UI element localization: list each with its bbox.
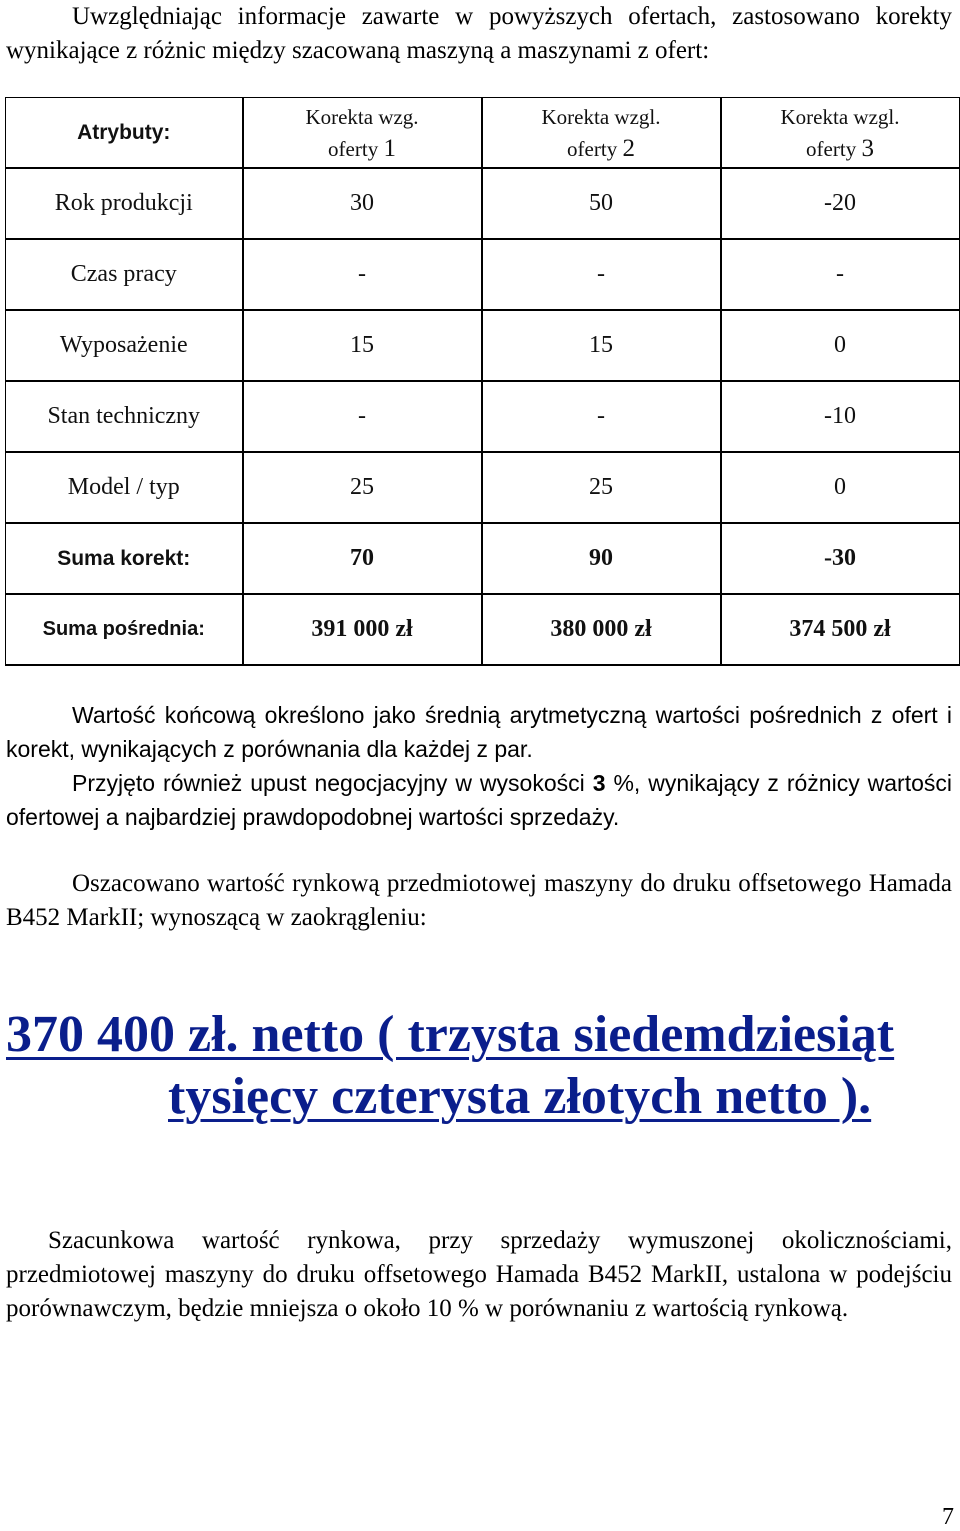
header-oferta-2-number: 2	[622, 134, 635, 162]
intro-text: Uwzględniając informacje zawarte w powyższych ofertach, zastosowano korekty wynikające z różnic między szacowaną maszyną a maszynami z ofert:	[6, 3, 952, 64]
row-label: Stan techniczny	[6, 381, 243, 452]
cell-oferta-3: -20	[721, 168, 960, 239]
cell-oferta-1: -	[243, 239, 482, 310]
cell-oferta-2: 15	[482, 310, 721, 381]
cell-oferta-2: -	[482, 239, 721, 310]
cell-oferta-3: -10	[721, 381, 960, 452]
table-header-row	[6, 98, 960, 169]
final-value-text: Wartość końcową określono jako średnią arytmetyczną wartości pośrednich z ofert i korekt, wynikających z porównania dla każdej z par.	[6, 702, 952, 762]
header-oferta-3	[721, 98, 960, 169]
row-label: Suma korekt:	[6, 523, 243, 594]
amount-line-1: 370 400 zł. netto ( trzysta siedemdziesiąt	[6, 1006, 895, 1063]
cell-oferta-1: -	[243, 381, 482, 452]
cell-oferta-2: 50	[482, 168, 721, 239]
table-row-suma-posrednia	[6, 594, 960, 665]
amount-line-2: tysięcy czterysta złotych netto ).	[168, 1068, 872, 1125]
cell-oferta-3: 0	[721, 310, 960, 381]
row-label: Wyposażenie	[6, 310, 243, 381]
header-oferta-1-line1: Korekta wzg.	[305, 104, 419, 129]
cell-oferta-2: 380 000 zł	[482, 594, 721, 665]
cell-oferta-1: 391 000 zł	[243, 594, 482, 665]
header-oferta-3-line1: Korekta wzgl.	[780, 104, 900, 129]
discount-paragraph	[6, 766, 952, 834]
cell-oferta-3: -30	[721, 523, 960, 594]
corrections-table	[5, 97, 960, 666]
header-oferta-3-line2: oferty	[806, 136, 857, 161]
header-oferta-3-number: 3	[861, 134, 874, 162]
table-row	[6, 381, 960, 452]
discount-text-before: Przyjęto również upust negocjacyjny w wysokości	[72, 770, 593, 796]
header-oferta-2-line1: Korekta wzgl.	[541, 104, 661, 129]
row-label: Suma pośrednia:	[6, 594, 243, 665]
forced-sale-text: Szacunkowa wartość rynkowa, przy sprzedaży wymuszonej okolicznościami, przedmiotowej maszyny do druku offsetowego Hamada B452 MarkII, ustalona w podejściu porównawczym, będzie mniejsza o około 10 % w porównaniu z wartością rynkową.	[6, 1227, 952, 1322]
final-value-paragraph	[6, 698, 952, 766]
cell-oferta-3: -	[721, 239, 960, 310]
discount-text-after: %, wynikający z różnicy wartości ofertowej a najbardziej prawdopodobnej wartości sprzedaży.	[6, 770, 953, 830]
row-label: Rok produkcji	[6, 168, 243, 239]
table-row-suma-korekt	[6, 523, 960, 594]
row-label: Czas pracy	[6, 239, 243, 310]
row-label: Model / typ	[6, 452, 243, 523]
valuation-text: Oszacowano wartość rynkową przedmiotowej maszyny do druku offsetowego Hamada B452 MarkII; wynoszącą w zaokrągleniu:	[6, 870, 952, 931]
cell-oferta-3: 0	[721, 452, 960, 523]
table-row	[6, 239, 960, 310]
table-row	[6, 452, 960, 523]
header-oferta-1	[243, 98, 482, 169]
cell-oferta-2: 25	[482, 452, 721, 523]
page-number: 7	[942, 1504, 954, 1530]
header-oferta-2-line2: oferty	[567, 136, 618, 161]
header-oferta-2	[482, 98, 721, 169]
forced-sale-paragraph	[6, 1224, 952, 1326]
valuation-paragraph	[6, 867, 952, 935]
header-atrybuty: Atrybuty:	[6, 98, 243, 169]
discount-value: 3	[592, 770, 606, 796]
header-oferta-1-number: 1	[383, 134, 396, 162]
cell-oferta-1: 15	[243, 310, 482, 381]
cell-oferta-1: 30	[243, 168, 482, 239]
table-row	[6, 168, 960, 239]
cell-oferta-3: 374 500 zł	[721, 594, 960, 665]
header-oferta-1-line2: oferty	[328, 136, 379, 161]
cell-oferta-1: 25	[243, 452, 482, 523]
intro-paragraph	[6, 0, 952, 68]
table-row	[6, 310, 960, 381]
cell-oferta-2: 90	[482, 523, 721, 594]
cell-oferta-2: -	[482, 381, 721, 452]
cell-oferta-1: 70	[243, 523, 482, 594]
